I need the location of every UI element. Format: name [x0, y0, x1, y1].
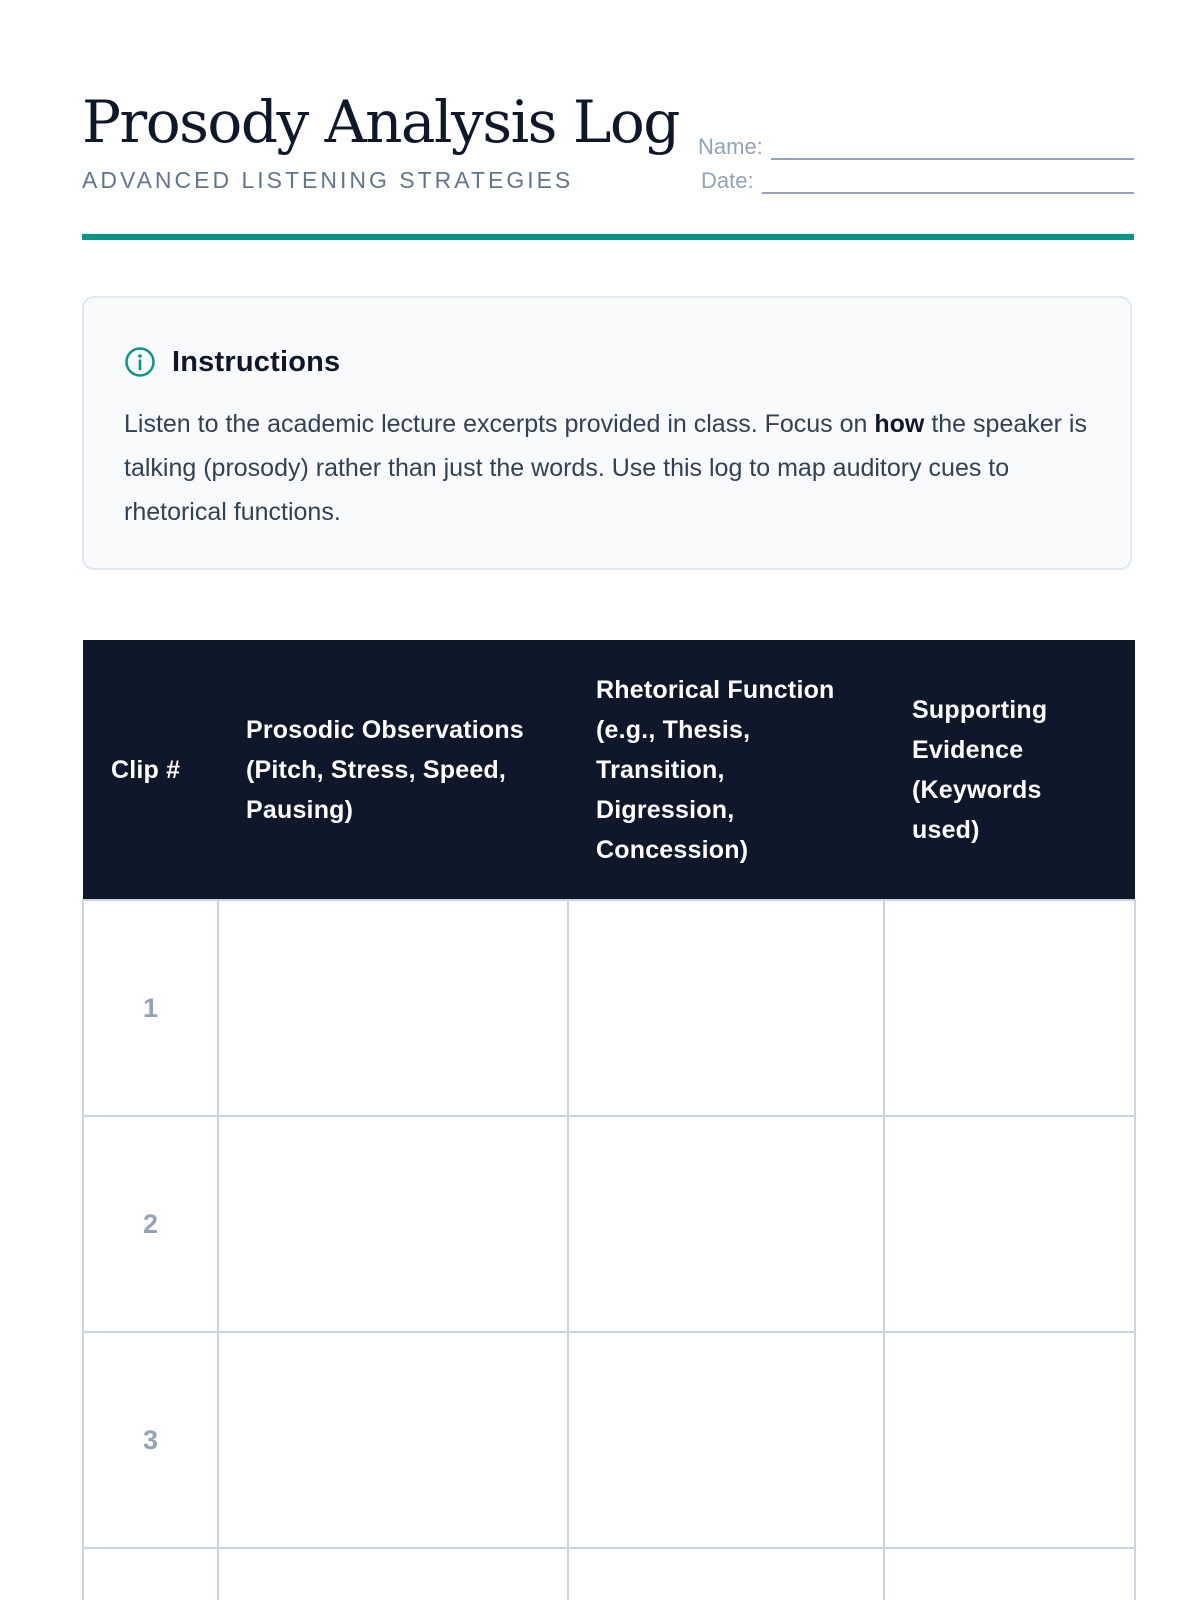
- instructions-text: [124, 402, 1090, 534]
- name-field[interactable]: [771, 136, 1134, 160]
- page-header: [82, 80, 1134, 246]
- column-header-clip: Clip #: [83, 640, 218, 900]
- instructions-header: [124, 342, 1090, 382]
- date-row: [698, 160, 1134, 194]
- function-cell[interactable]: [568, 1332, 884, 1548]
- table-row: [83, 1548, 1135, 1600]
- clip-number: 3: [83, 1332, 218, 1548]
- date-label: Date:: [701, 168, 754, 193]
- clip-number: 1: [83, 900, 218, 1116]
- column-header-function: Rhetorical Function (e.g., Thesis, Transition, Digression, Concession): [568, 640, 884, 900]
- evidence-cell[interactable]: [884, 1116, 1135, 1332]
- column-header-evidence: Supporting Evidence (Keywords used): [884, 640, 1135, 900]
- info-circle-icon: [124, 346, 156, 378]
- observations-cell[interactable]: [218, 1116, 568, 1332]
- column-header-observations: Prosodic Observations (Pitch, Stress, Speed, Pausing): [218, 640, 568, 900]
- clip-number: [83, 1548, 218, 1600]
- function-cell[interactable]: [568, 1116, 884, 1332]
- observations-cell[interactable]: [218, 1332, 568, 1548]
- name-label: Name:: [698, 134, 763, 159]
- header-divider: [82, 234, 1134, 240]
- function-cell[interactable]: [568, 900, 884, 1116]
- table-row: [83, 1116, 1135, 1332]
- date-field[interactable]: [762, 170, 1134, 194]
- instructions-text-end: the speaker is talking (prosody) rather than just the words. Use this log to map auditory cues to rhetorical functions.: [124, 410, 1087, 526]
- page-subtitle: ADVANCED LISTENING STRATEGIES: [82, 167, 574, 193]
- table-row: [83, 900, 1135, 1116]
- evidence-cell[interactable]: [884, 900, 1135, 1116]
- instructions-title: Instructions: [172, 345, 341, 378]
- instructions-text-start: Listen to the academic lecture excerpts provided in class. Focus on: [124, 410, 875, 438]
- page-title: Prosody Analysis Log: [82, 88, 679, 156]
- instructions-box: [82, 296, 1132, 570]
- clip-number: 2: [83, 1116, 218, 1332]
- function-cell[interactable]: [568, 1548, 884, 1600]
- instructions-emphasis: how: [874, 410, 925, 438]
- student-info: [698, 126, 1134, 194]
- evidence-cell[interactable]: [884, 1548, 1135, 1600]
- observations-cell[interactable]: [218, 900, 568, 1116]
- table-row: [83, 1332, 1135, 1548]
- prosody-log-table: [82, 640, 1136, 1600]
- observations-cell[interactable]: [218, 1548, 568, 1600]
- name-row: [698, 126, 1134, 160]
- evidence-cell[interactable]: [884, 1332, 1135, 1548]
- table-header-row: [83, 640, 1135, 900]
